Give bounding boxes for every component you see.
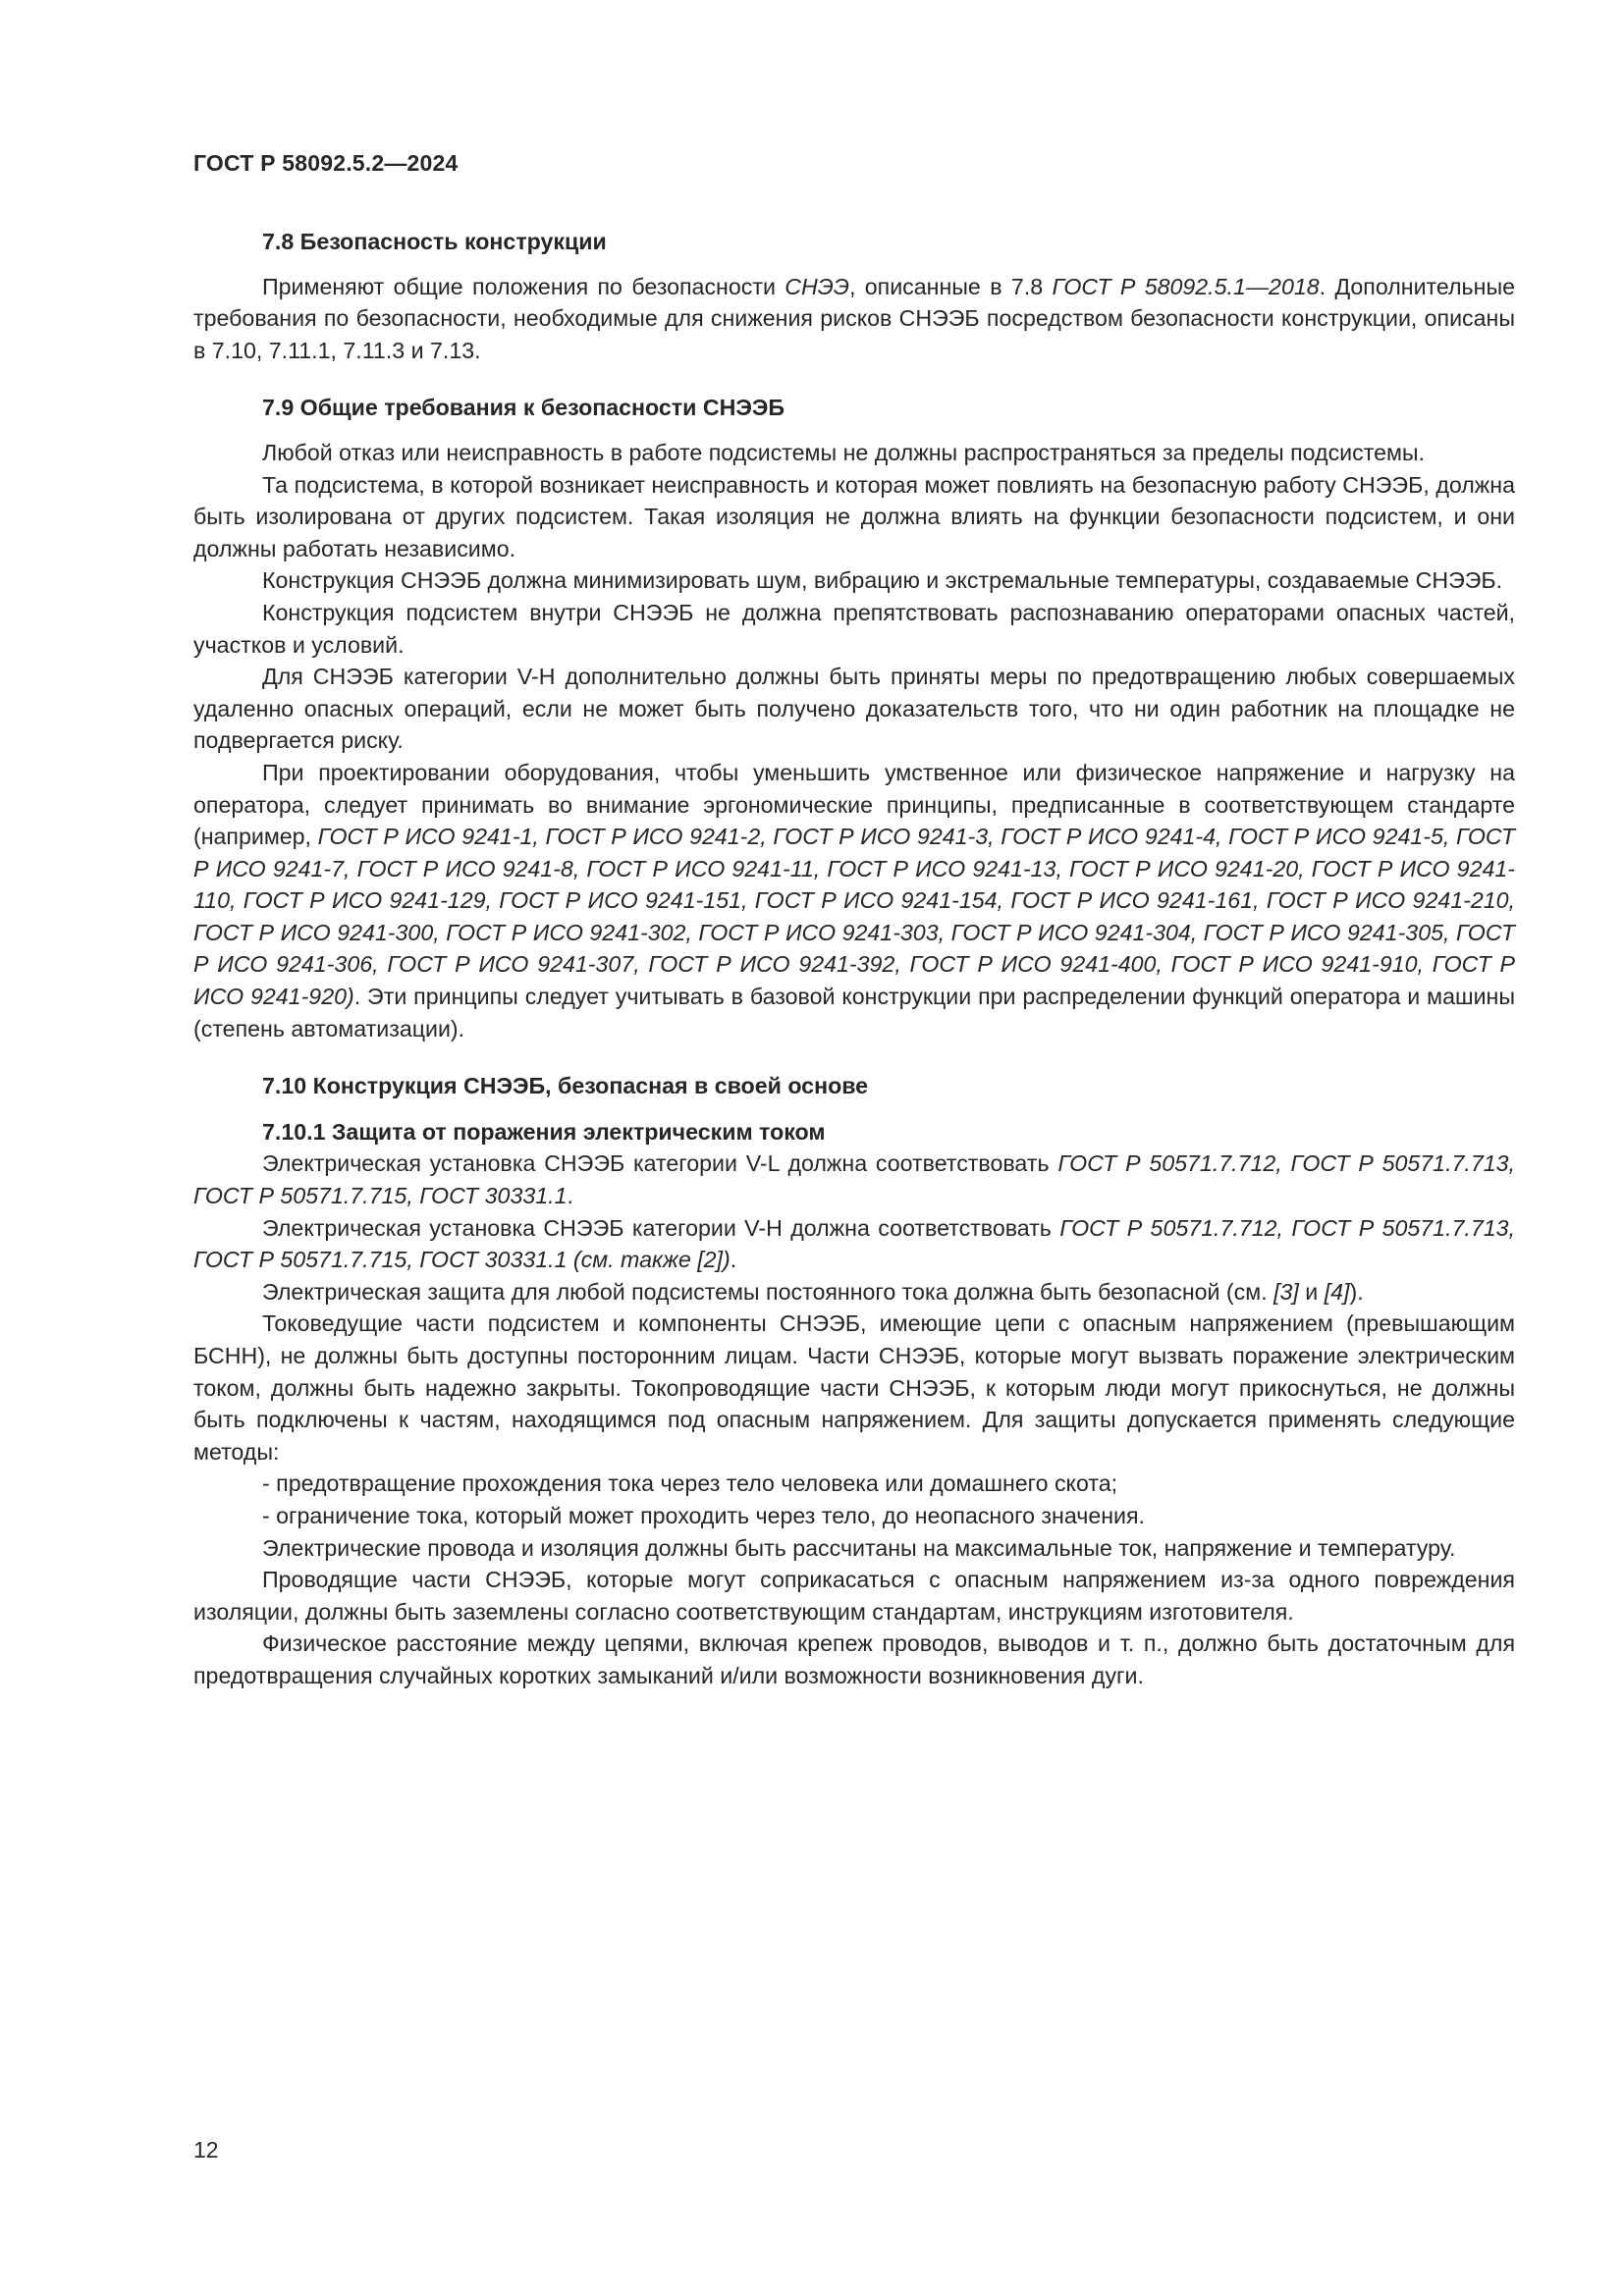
paragraph-7-10-1-4: Токоведущие части подсистем и компоненты СНЭЭБ, имеющие цепи с опасным напряжением (превышающим БСНН), не должны быть доступны посторонним лицам. Части СНЭЭБ, которые могут вызвать поражение электрическим током, должны быть надежно закрыты. Токопроводящие части СНЭЭБ, к которым люди могут прикоснуться, не должны быть подключены к частям, находящимся под опасным напряжением. Для защиты допускается применять следующие методы: (193, 1310, 1515, 1465)
paragraph-7-10-1-3: Электрическая защита для любой подсистемы постоянного тока должна быть безопасной (см. [3] и [4]). (262, 1278, 1364, 1305)
paragraph-7-8-1: Применяют общие положения по безопасности СНЭЭ, описанные в 7.8 ГОСТ Р 58092.5.1—2018. Дополнительные требования по безопасности, необходимые для снижения рисков СНЭЭБ посредством безопасности конструкции, описаны в 7.10, 7.11.1, 7.11.3 и 7.13. (193, 273, 1516, 363)
paragraph-7-9-1: Любой отказ или неисправность в работе подсистемы не должны распространяться за пределы подсистемы. (262, 439, 1426, 465)
paragraph-7-10-1-6: Проводящие части СНЭЭБ, которые могут соприкасаться с опасным напряжением из-за одного повреждения изоляции, должны быть заземлены согласно соответствующим стандартам, инструкциям изготовителя. (193, 1567, 1515, 1625)
document-body (193, 226, 1515, 1692)
paragraph-7-9-5: Для СНЭЭБ категории V-H дополнительно должны быть приняты меры по предотвращению любых совершаемых удаленно опасных операций, если не может быть получено доказательств того, что ни один работник на площадке не подвергается риску. (193, 664, 1515, 754)
standards-reference: ГОСТ Р 50571.7.712, ГОСТ Р 50571.7.713, ГОСТ Р 50571.7.715, ГОСТ 30331.1 (см. также [2]) (193, 1214, 1515, 1273)
list-item: - ограничение тока, который может проходить через тело, до неопасного значения. (262, 1502, 1145, 1528)
paragraph-7-9-4: Конструкция подсистем внутри СНЭЭБ не должна препятствовать распознаванию операторами опасных частей, участков и условий. (193, 599, 1515, 658)
document-header: ГОСТ Р 58092.5.2—2024 (193, 150, 459, 176)
list-item: - предотвращение прохождения тока через тело человека или домашнего скота; (262, 1470, 1118, 1497)
bibliography-reference: [4] (1324, 1278, 1350, 1305)
paragraph-7-9-6: При проектировании оборудования, чтобы уменьшить умственное или физическое напряжение и нагрузку на оператора, следует принимать во внимание эргономические принципы, предписанные в соответствующем стандарте (например, ГОСТ Р ИСО 9241-1, ГОСТ Р ИСО 9241-2, ГОСТ Р ИСО 9241-3, ГОСТ Р ИСО 9241-4, ГОСТ Р ИСО 9241-5, ГОСТ Р ИСО 9241-7, ГОСТ Р ИСО 9241-8, ГОСТ Р ИСО 9241-11, ГОСТ Р ИСО 9241-13, ГОСТ Р ИСО 9241-20, ГОСТ Р ИСО 9241-110, ГОСТ Р ИСО 9241-129, ГОСТ Р ИСО 9241-151, ГОСТ Р ИСО 9241-154, ГОСТ Р ИСО 9241-161, ГОСТ Р ИСО 9241-210, ГОСТ Р ИСО 9241-300, ГОСТ Р ИСО 9241-302, ГОСТ Р ИСО 9241-303, ГОСТ Р ИСО 9241-304, ГОСТ Р ИСО 9241-305, ГОСТ Р ИСО 9241-306, ГОСТ Р ИСО 9241-307, ГОСТ Р ИСО 9241-392, ГОСТ Р ИСО 9241-400, ГОСТ Р ИСО 9241-910, ГОСТ Р ИСО 9241-920). Эти принципы следует учитывать в базовой конструкции при распределении функций оператора и машины (степень автоматизации). (193, 759, 1516, 1041)
subsection-heading-7-10-1: 7.10.1 Защита от поражения электрическим током (262, 1118, 826, 1145)
section-heading-7-10: 7.10 Конструкция СНЭЭБ, безопасная в своей основе (262, 1073, 869, 1099)
paragraph-7-9-3: Конструкция СНЭЭБ должна минимизировать шум, вибрацию и экстремальные температуры, создаваемые СНЭЭБ. (262, 567, 1503, 594)
standards-reference: ГОСТ Р 50571.7.712, ГОСТ Р 50571.7.713, ГОСТ Р 50571.7.715, ГОСТ 30331.1 (193, 1150, 1515, 1209)
paragraph-7-9-2: Та подсистема, в которой возникает неисправность и которая может повлиять на безопасную работу СНЭЭБ, должна быть изолирована от других подсистем. Такая изоляция не должна влиять на функции безопасности подсистем, и они должны работать независимо. (193, 471, 1515, 561)
standards-reference-list: ГОСТ Р ИСО 9241-1, ГОСТ Р ИСО 9241-2, ГОСТ Р ИСО 9241-3, ГОСТ Р ИСО 9241-4, ГОСТ Р ИСО 9241-5, ГОСТ Р ИСО 9241-7, ГОСТ Р ИСО 9241-8, ГОСТ Р ИСО 9241-11, ГОСТ Р ИСО 9241-13, ГОСТ Р ИСО 9241-20, ГОСТ Р ИСО 9241-110, ГОСТ Р ИСО 9241-129, ГОСТ Р ИСО 9241-151, ГОСТ Р ИСО 9241-154, ГОСТ Р ИСО 9241-161, ГОСТ Р ИСО 9241-210, ГОСТ Р ИСО 9241-300, ГОСТ Р ИСО 9241-302, ГОСТ Р ИСО 9241-303, ГОСТ Р ИСО 9241-304, ГОСТ Р ИСО 9241-305, ГОСТ Р ИСО 9241-306, ГОСТ Р ИСО 9241-307, ГОСТ Р ИСО 9241-392, ГОСТ Р ИСО 9241-400, ГОСТ Р ИСО 9241-910, ГОСТ Р ИСО 9241-920) (193, 824, 1516, 1010)
reference-link: ГОСТ Р 58092.5.1—2018 (1052, 273, 1320, 299)
section-heading-7-9: 7.9 Общие требования к безопасности СНЭЭБ (262, 395, 785, 421)
section-heading-7-8: 7.8 Безопасность конструкции (262, 229, 607, 254)
paragraph-7-10-1-5: Электрические провода и изоляция должны быть рассчитаны на максимальные ток, напряжение и температуру. (262, 1534, 1456, 1561)
paragraph-7-10-1-7: Физическое расстояние между цепями, включая крепеж проводов, выводов и т. п., должно быть достаточным для предотвращения случайных коротких замыканий и/или возможности возникновения дуги. (193, 1630, 1515, 1688)
page-number: 12 (193, 2137, 219, 2163)
paragraph-7-10-1-1: Электрическая установка СНЭЭБ категории V-L должна соответствовать ГОСТ Р 50571.7.712, ГОСТ Р 50571.7.713, ГОСТ Р 50571.7.715, ГОСТ 30331.1. (193, 1150, 1515, 1209)
bibliography-reference: [3] (1273, 1278, 1299, 1305)
paragraph-7-10-1-2: Электрическая установка СНЭЭБ категории V-H должна соответствовать ГОСТ Р 50571.7.712, ГОСТ Р 50571.7.713, ГОСТ Р 50571.7.715, ГОСТ 30331.1 (см. также [2]). (193, 1214, 1515, 1273)
